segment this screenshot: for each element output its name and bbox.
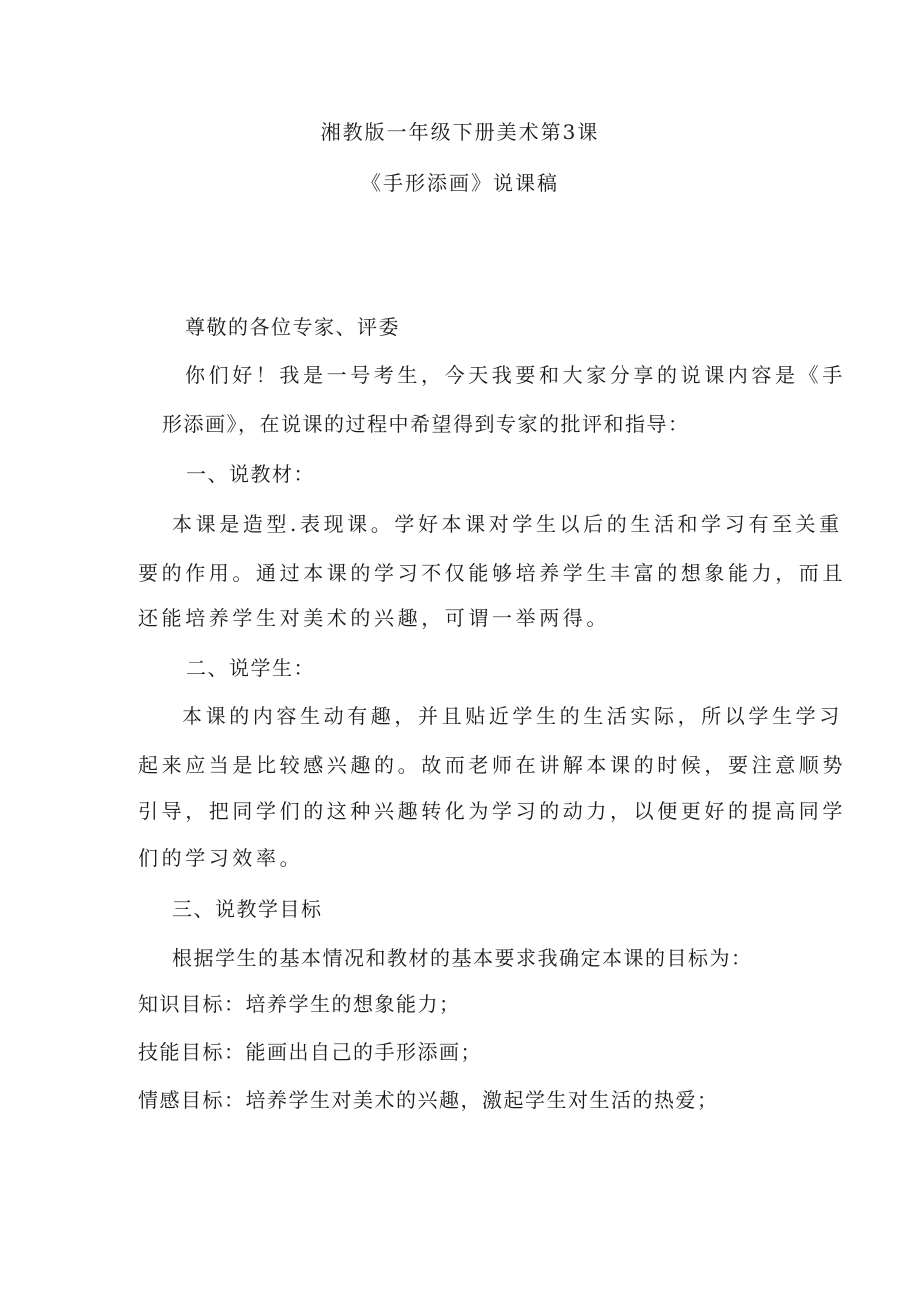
- section1-line-3: 还能培养学生对美术的兴趣，可谓一举两得。: [138, 606, 610, 630]
- section1-line-2: 要的作用。通过本课的学习不仅能够培养学生丰富的想象能力，而且: [138, 561, 846, 585]
- section2-line-3: 引导，把同学们的这种兴趣转化为学习的动力，以便更好的提高同学: [138, 799, 846, 823]
- section1-line-1: 本课是造型.表现课。学好本课对学生以后的生活和学习有至关重: [172, 512, 843, 536]
- section-heading-students: 二、说学生：: [186, 656, 315, 680]
- greeting-text: 尊敬的各位专家、评委: [185, 315, 400, 339]
- section-heading-goals: 三、说教学目标: [172, 897, 323, 921]
- section2-line-4: 们的学习效率。: [138, 846, 304, 870]
- goal-knowledge: 知识目标：培养学生的想象能力；: [138, 992, 461, 1016]
- document-title: 湘教版一年级下册美术第3课: [320, 120, 600, 144]
- section2-line-1: 本课的内容生动有趣，并且贴近学生的生活实际，所以学生学习: [182, 704, 843, 728]
- goal-skill: 技能目标：能画出自己的手形添画；: [138, 1040, 482, 1064]
- section-heading-textbook: 一、说教材：: [186, 462, 315, 486]
- section2-line-2: 起来应当是比较感兴趣的。故而老师在讲解本课的时候，要注意顺势: [138, 753, 846, 777]
- intro-line-2: 形添画》，在说课的过程中希望得到专家的批评和指导：: [162, 412, 690, 436]
- section3-line-1: 根据学生的基本情况和教材的基本要求我确定本课的目标为：: [172, 946, 753, 970]
- goal-emotion: 情感目标：培养学生对美术的兴趣，激起学生对生活的热爱；: [138, 1088, 719, 1112]
- document-subtitle: 《手形添画》说课稿: [361, 171, 559, 195]
- intro-line-1: 你们好！我是一号考生，今天我要和大家分享的说课内容是《手: [185, 363, 846, 387]
